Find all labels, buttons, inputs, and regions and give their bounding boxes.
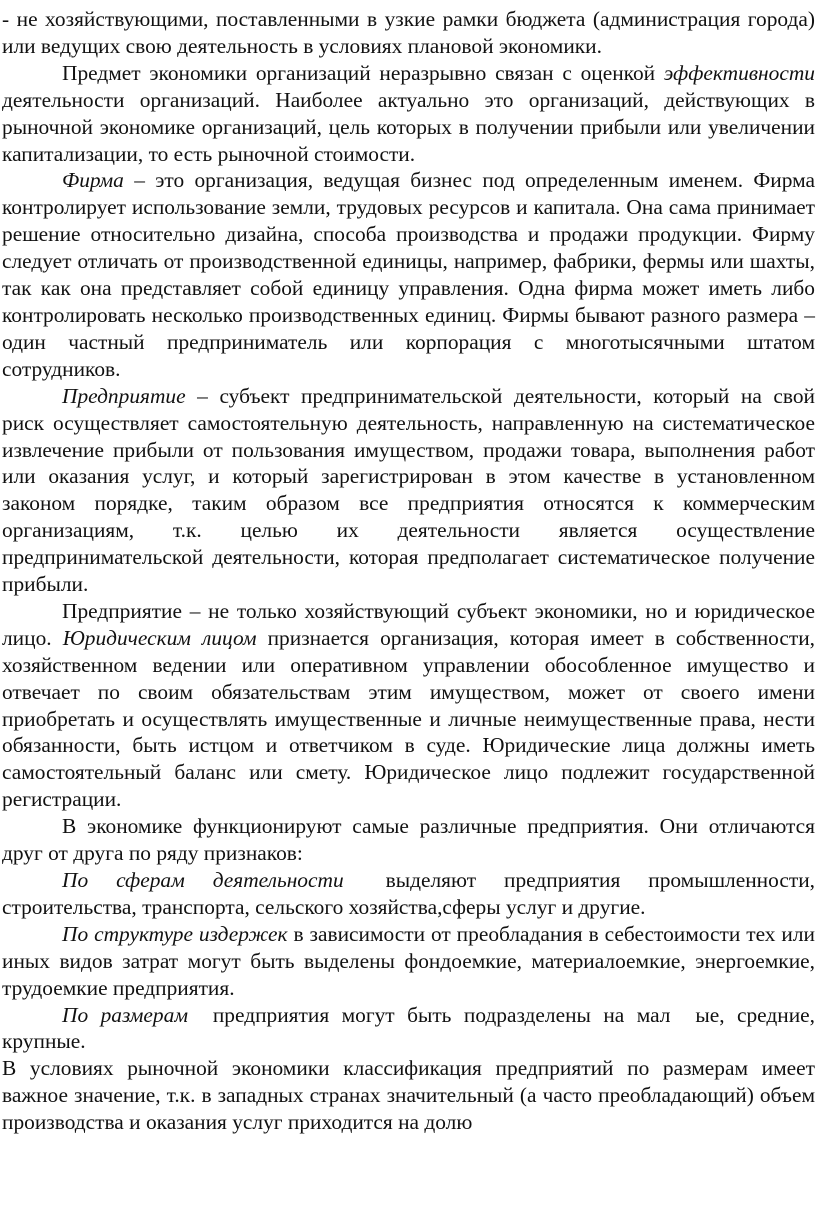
paragraph-text: признается организация, которая имеет в собственности, хозяйственном ведении или оперативном управлении обособленное имущество и отвечает по своим обязательствам этим имуществом, может от своего имени приобретать и осуществлять имущественные и личные неимущественные права, нести обязанности, быть истцом и ответчиком в суде. Юридические лица должны иметь самостоятельный баланс или смету. Юридическое лицо подлежит государственной регистрации. [2,625,816,812]
paragraph-legal-entity [2,598,815,813]
paragraph-text: Предприятие – не только хозяйствующий субъект экономики, но и юридическое лицо. [2,598,815,650]
paragraph-text: – субъект предпринимательской деятельности, который на свой риск осуществляет самостоятельную деятельность, направленную на систематическое извлечение прибыли от пользования имуществом, продажи товара, выполнения работ или оказания услуг, и который зарегистрирован в этом качестве в установленном законом порядке, таким образом все предприятия относятся к коммерческим организациям, т.к. целью их деятельности является осуществление предпринимательской деятельности, которая предполагает систематическое получение прибыли. [2,383,815,597]
term-firm: Фирма [62,168,124,193]
term-by-cost-structure: По структуре издержек [62,921,288,946]
term-enterprise: Предприятие [62,383,186,408]
term-efficiency: эффективности [663,60,815,85]
paragraph-by-cost-structure [2,921,815,1002]
paragraph-text: предприятия могут быть подразделены на мал ые, средние, крупные. [2,1002,815,1054]
paragraph-enterprise-types-intro [2,813,815,867]
term-by-size: По размерам [62,1002,188,1027]
paragraph-text: в зависимости от преобладания в себестоимости тех или иных видов затрат могут быть выделены фондоемкие, материалоемкие, энергоемкие, трудоемкие предприятия. [2,921,815,1000]
term-legal-entity: Юридическим лицом [62,625,257,650]
paragraph-enterprise-definition [2,383,815,598]
paragraph-text: - не хозяйствующими, поставленными в узкие рамки бюджета (администрация города) или ведущих свою деятельность в условиях плановой экономики. [2,7,815,58]
paragraph-by-size [2,1002,815,1056]
paragraph-text: В условиях рыночной экономики классификация предприятий по размерам имеет важное значение, т.к. в западных странах значительный (а часто преобладающий) объем производства и оказания услуг приходится на долю [2,1056,815,1135]
term-by-activity: По сферам деятельности [62,868,344,892]
paragraph-text: выделяют предприятия промышленности, строительства, транспорта, сельского хозяйства,сферы услуг и другие. [2,868,815,919]
paragraph-subject-of-economics [2,60,815,168]
paragraph-text: Предмет экономики организаций неразрывно связан с оценкой [62,60,664,85]
paragraph-text: В экономике функционируют самые различные предприятия. Они отличаются друг от друга по ряду признаков: [2,814,815,866]
paragraph-firm-definition [2,167,815,382]
paragraph-text: деятельности организаций. Наиболее актуально это организаций, действующих в рыночной экономике организаций, цель которых в получении прибыли или увеличении капитализации, то есть рыночной стоимости. [2,87,815,166]
paragraph-budget-orgs [2,6,815,60]
paragraph-text: – это организация, ведущая бизнес под определенным именем. Фирма контролирует использование земли, трудовых ресурсов и капитала. Она сама принимает решение относительно дизайна, способа производства и продажи продукции. Фирму следует отличать от производственной единицы, например, фабрики, фермы или шахты, так как она представляет собой единицу управления. Одна фирма может иметь либо контролировать несколько производственных единиц. Фирмы бывают разного размера – один частный предприниматель или корпорация с многотысячными штатом сотрудников. [2,168,815,381]
paragraph-by-activity [2,867,815,921]
paragraph-size-classification [2,1055,815,1136]
